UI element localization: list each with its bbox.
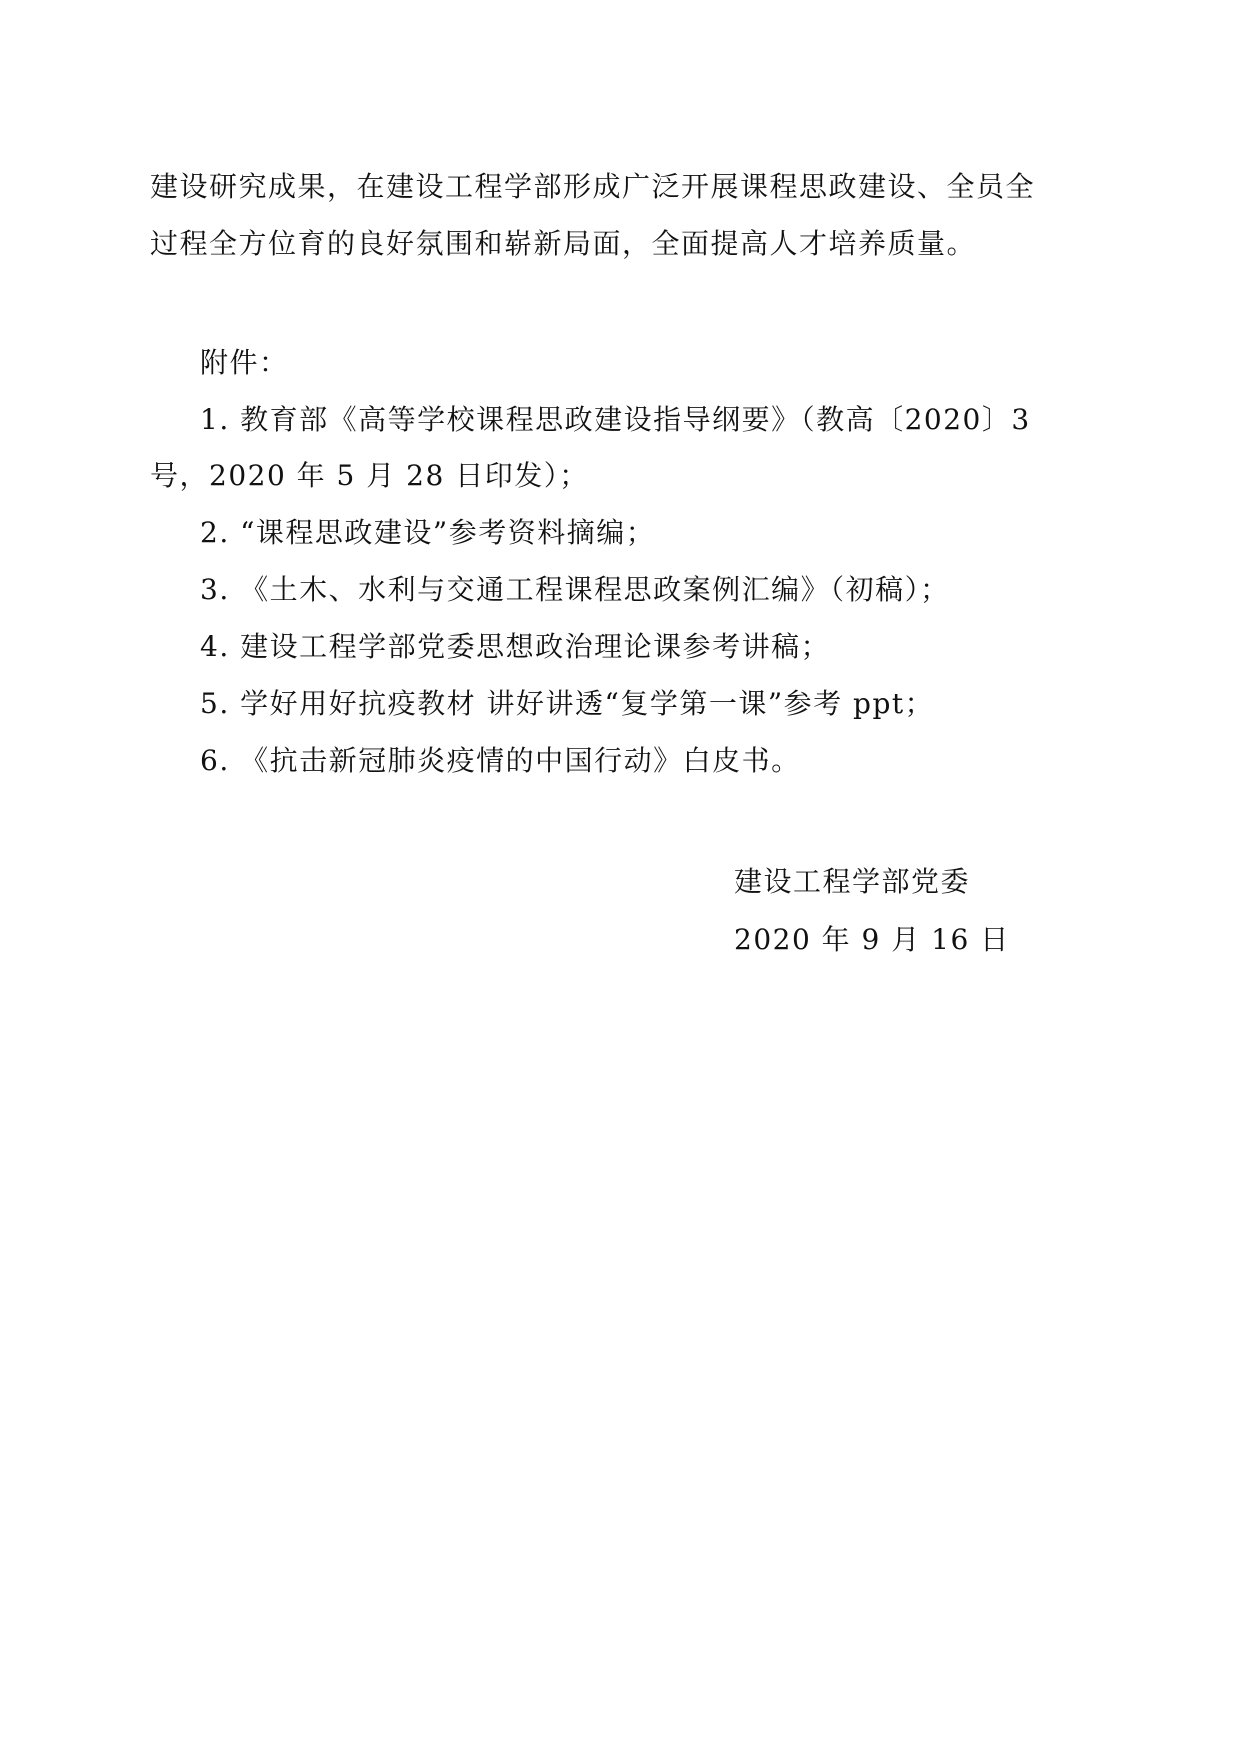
attachment-item-2: 2. “课程思政建设”参考资料摘编； bbox=[200, 516, 656, 549]
attachment-item-1-line-2: 号，2020 年 5 月 28 日印发）； bbox=[150, 459, 589, 492]
body-text-line-2: 过程全方位育的良好氛围和崭新局面，全面提高人才培养质量。 bbox=[150, 227, 977, 260]
attachment-item-6: 6. 《抗击新冠肺炎疫情的中国行动》白皮书。 bbox=[200, 744, 801, 777]
attachment-item-4: 4. 建设工程学部党委思想政治理论课参考讲稿； bbox=[200, 630, 831, 663]
attachment-item-5: 5. 学好用好抗疫教材 讲好讲透“复学第一课”参考 ppt； bbox=[200, 687, 935, 720]
attachment-item-1-line-1: 1. 教育部《高等学校课程思政建设指导纲要》（教高〔2020〕3 bbox=[200, 403, 1031, 436]
attachments-heading: 附件： bbox=[200, 346, 289, 379]
signature-date: 2020 年 9 月 16 日 bbox=[734, 923, 1010, 956]
attachment-item-3: 3. 《土木、水利与交通工程课程思政案例汇编》（初稿）； bbox=[200, 573, 950, 606]
body-text-line-1: 建设研究成果，在建设工程学部形成广泛开展课程思政建设、全员全 bbox=[150, 170, 1036, 203]
signature-organization: 建设工程学部党委 bbox=[734, 865, 971, 898]
